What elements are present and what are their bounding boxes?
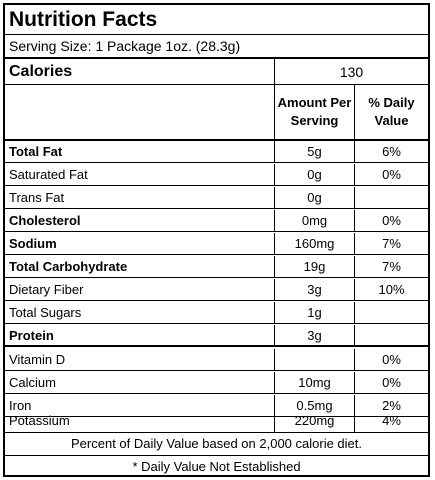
nutrient-amount: 10mg	[275, 372, 355, 393]
nutrient-name: Saturated Fat	[5, 164, 275, 185]
nutrient-name: Total Carbohydrate	[5, 256, 275, 277]
nutrient-dv: 4%	[382, 413, 401, 428]
nutrient-amount: 0g	[275, 164, 355, 185]
nutrient-row-trans-fat	[5, 187, 428, 209]
nutrient-name: Total Fat	[5, 141, 275, 162]
daily-value-footnote: Percent of Daily Value based on 2,000 calorie diet.	[5, 433, 428, 456]
nutrient-dv: 0%	[382, 375, 401, 390]
nutrient-amount: 1g	[275, 302, 355, 323]
nutrient-row-total-fat	[5, 141, 428, 163]
nutrient-row-saturated-fat	[5, 164, 428, 186]
nutrient-name: Cholesterol	[5, 210, 275, 231]
daily-value-header: % Daily Value	[368, 95, 415, 128]
nutrient-dv	[355, 302, 428, 323]
nutrient-name: Trans Fat	[5, 187, 275, 208]
nutrient-amount: 160mg	[275, 233, 355, 254]
nutrient-dv: 10%	[378, 282, 405, 297]
nutrient-row-total-sugars	[5, 302, 428, 324]
nutrient-header	[5, 85, 275, 139]
nutrient-row-calcium	[5, 372, 428, 394]
nutrient-dv: 2%	[382, 398, 401, 413]
nutrition-facts-label	[3, 3, 430, 477]
nutrient-row-sodium	[5, 233, 428, 255]
amount-per-serving-header: Amount Per Serving	[275, 85, 355, 139]
nutrient-amount: 3g	[275, 325, 355, 345]
nutrient-amount	[275, 349, 355, 370]
nutrient-row-potassium	[5, 410, 428, 433]
nutrient-name: Total Sugars	[5, 302, 275, 323]
calories-label: Calories	[5, 59, 275, 85]
nutrient-dv	[355, 325, 428, 345]
nutrient-row-protein	[5, 325, 428, 347]
calories-value: 130	[339, 64, 364, 80]
nutrient-amount: 0g	[275, 187, 355, 208]
nutrient-name: Sodium	[5, 233, 275, 254]
nutrient-amount: 3g	[275, 279, 355, 300]
nutrient-name: Vitamin D	[5, 349, 275, 370]
nutrient-dv: 6%	[382, 144, 401, 159]
nutrient-row-vitamin-d	[5, 349, 428, 371]
nutrient-name: Protein	[5, 325, 275, 345]
nutrient-dv: 0%	[382, 213, 401, 228]
nutrient-name: Iron	[5, 395, 275, 416]
nutrient-name: Calcium	[5, 372, 275, 393]
nutrient-name: Dietary Fiber	[5, 279, 275, 300]
nutrient-amount: 19g	[275, 256, 355, 277]
not-established-footnote: * Daily Value Not Established	[132, 459, 301, 474]
nutrient-amount: 5g	[275, 141, 355, 162]
column-header-row	[5, 85, 428, 141]
nutrient-dv: 0%	[382, 167, 401, 182]
nutrient-row-cholesterol	[5, 210, 428, 232]
nutrient-amount: 0.5mg	[275, 395, 355, 416]
label-title: Nutrition Facts	[5, 5, 428, 35]
nutrient-row-total-carbohydrate	[5, 256, 428, 278]
calories-row	[5, 59, 428, 85]
nutrient-dv: 0%	[382, 352, 401, 367]
nutrient-name: Potassium	[5, 410, 275, 432]
nutrient-dv: 7%	[382, 236, 401, 251]
nutrient-dv: 7%	[382, 259, 401, 274]
nutrient-row-dietary-fiber	[5, 279, 428, 301]
nutrient-amount: 220mg	[275, 410, 355, 432]
nutrient-amount: 0mg	[275, 210, 355, 231]
nutrient-dv	[355, 187, 428, 208]
serving-size: Serving Size: 1 Package 1oz. (28.3g)	[5, 35, 428, 59]
